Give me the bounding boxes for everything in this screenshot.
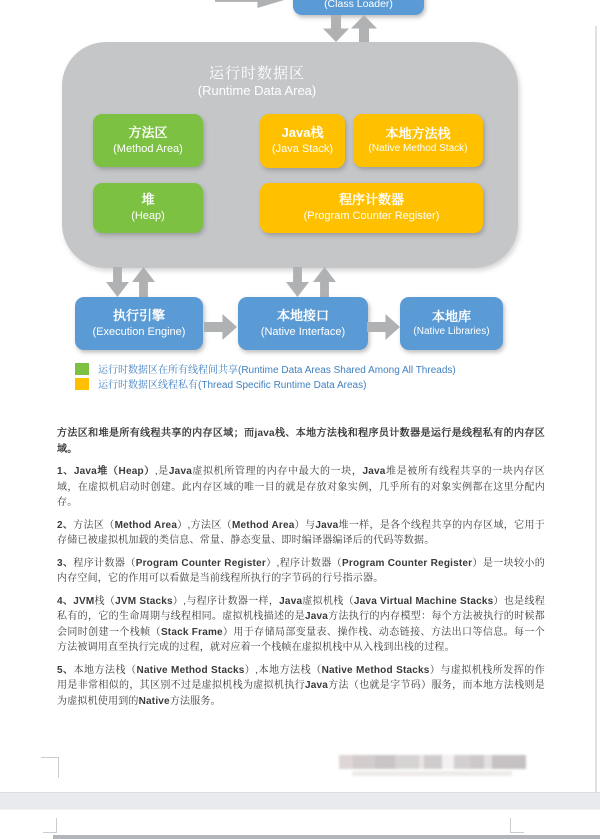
- text-boundary-mark-bottom-left: [41, 757, 59, 778]
- arrow-right-into-class-loader-icon: [215, 0, 291, 8]
- native-interface-box: [238, 297, 368, 350]
- execution-engine-label-en: (Execution Engine): [92, 325, 186, 338]
- legend-swatch-green: [75, 363, 89, 375]
- method-area-label-zh: 方法区: [128, 124, 168, 140]
- heap-label-zh: 堆: [141, 192, 155, 208]
- native-libraries-label-zh: 本地库: [431, 308, 471, 324]
- native-interface-label-zh: 本地接口: [276, 307, 329, 323]
- page-break-band: [0, 792, 600, 810]
- runtime-data-area-title-zh: 运行时数据区: [208, 65, 305, 82]
- legend-text-shared: 运行时数据区在所有线程间共享(Runtime Data Areas Shared Among All Threads): [98, 365, 456, 376]
- pc-register-label-zh: 程序计数器: [338, 192, 404, 208]
- java-stack-label-zh: Java栈: [281, 125, 324, 141]
- page-right-edge-line: [595, 26, 597, 792]
- runtime-data-area-title: [62, 62, 452, 98]
- heap-label-en: (Heap): [131, 210, 165, 223]
- method-area-box: [93, 114, 203, 167]
- execution-engine-box: [75, 297, 203, 350]
- class-loader-label: (Class Loader): [324, 0, 393, 11]
- method-area-label-en: (Method Area): [113, 142, 183, 155]
- java-stack-label-en: (Java Stack): [271, 143, 334, 156]
- legend-text-private: 运行时数据区线程私有(Thread Specific Runtime Data Areas): [98, 380, 367, 391]
- paragraph-jvm-stacks: 4、JVM栈（JVM Stacks）,与程序计数器一样，Java虚拟机栈（Java Virtual Machine Stacks）也是线程私有的，它的生命周期与线程相同。虚拟机栈描述的是Java方法执行的内存模型：每个方法被执行的时候都会同时创建一个栈帧（Stack Frame）用于存储局部变量表、操作栈、动态链接、方法出口等信息。每一个方法被调用直至执行完成的过程，就对应着一个栈帧在虚拟机栈中从入栈到出栈的过程。: [57, 595, 546, 653]
- native-libraries-box: [400, 297, 503, 350]
- native-method-stack-box: [353, 114, 483, 167]
- paragraph-intro: 方法区和堆是所有线程共享的内存区域；而java栈、本地方法栈和程序员计数器是运行是线程私有的内存区域。: [57, 428, 545, 455]
- arrow-up-native-interface-to-rda-icon: [313, 267, 336, 297]
- arrow-up-execution-engine-to-rda-icon: [132, 267, 155, 297]
- text-boundary-mark-next-page-left: [43, 818, 57, 833]
- paragraph-native-method-stacks: 5、本地方法栈（Native Method Stacks）,本地方法栈（Native Method Stacks）与虚拟机栈所发挥的作用是非常相似的，其区别不过是虚拟机栈为虚拟机执行Java方法（也就是字节码）服务，而本地方法栈则是为虚拟机使用到的Native方法服务。: [57, 664, 545, 707]
- arrow-down-rda-to-execution-engine-icon: [106, 267, 129, 297]
- article: [57, 426, 545, 716]
- paragraph-java-heap: 1、Java堆（Heap）,是Java虚拟机所管理的内存中最大的一块，Java堆是被所有线程共享的一块内存区域，在虚拟机启动时创建。此内存区域的唯一目的就是存放对象实例，几乎所有的对象实例都在这里分配内存。: [57, 466, 545, 508]
- pc-register-label-en: (Program Counter Register): [303, 210, 440, 223]
- pc-register-box: [260, 183, 483, 233]
- class-loader-box: [293, 0, 424, 15]
- arrow-down-classloader-to-rda-icon: [323, 15, 349, 42]
- native-libraries-label-en: (Native Libraries): [413, 326, 490, 338]
- paragraph-method-area: 2、方法区（Method Area）,方法区（Method Area）与Java堆一样，是各个线程共享的内存区域，它用于存储已被虚拟机加载的类信息、常量、静态变量、即时编译器编译后的代码等数据。: [57, 519, 546, 546]
- redacted-text-strip: [339, 755, 526, 769]
- arrow-right-engine-to-interface-icon: [204, 314, 237, 340]
- native-method-stack-label-zh: 本地方法栈: [385, 125, 451, 141]
- arrow-down-rda-to-native-interface-icon: [286, 267, 309, 297]
- legend-swatch-orange: [75, 378, 89, 390]
- redacted-text-strip-line2: [352, 771, 512, 776]
- native-interface-label-en: (Native Interface): [260, 325, 346, 338]
- execution-engine-label-zh: 执行引擎: [112, 307, 165, 323]
- native-method-stack-label-en: (Native Method Stack): [368, 143, 468, 155]
- arrow-right-interface-to-libraries-icon: [367, 314, 400, 340]
- legend-row-shared: [75, 361, 456, 376]
- java-stack-box: [260, 114, 345, 168]
- runtime-data-area-title-en: (Runtime Data Area): [197, 83, 317, 98]
- legend-row-private: [75, 376, 366, 391]
- arrow-up-rda-to-classloader-icon: [351, 15, 377, 42]
- paragraph-pc-register: 3、程序计数器（Program Counter Register）,程序计数器（Program Counter Register）是一块较小的内存空间，它的作用可以看做是当前线程所执行的字节码的行号指示器。: [57, 557, 546, 584]
- heap-box: [93, 183, 203, 233]
- text-boundary-mark-next-page-right: [510, 818, 524, 833]
- bottom-gray-strip: [53, 835, 600, 839]
